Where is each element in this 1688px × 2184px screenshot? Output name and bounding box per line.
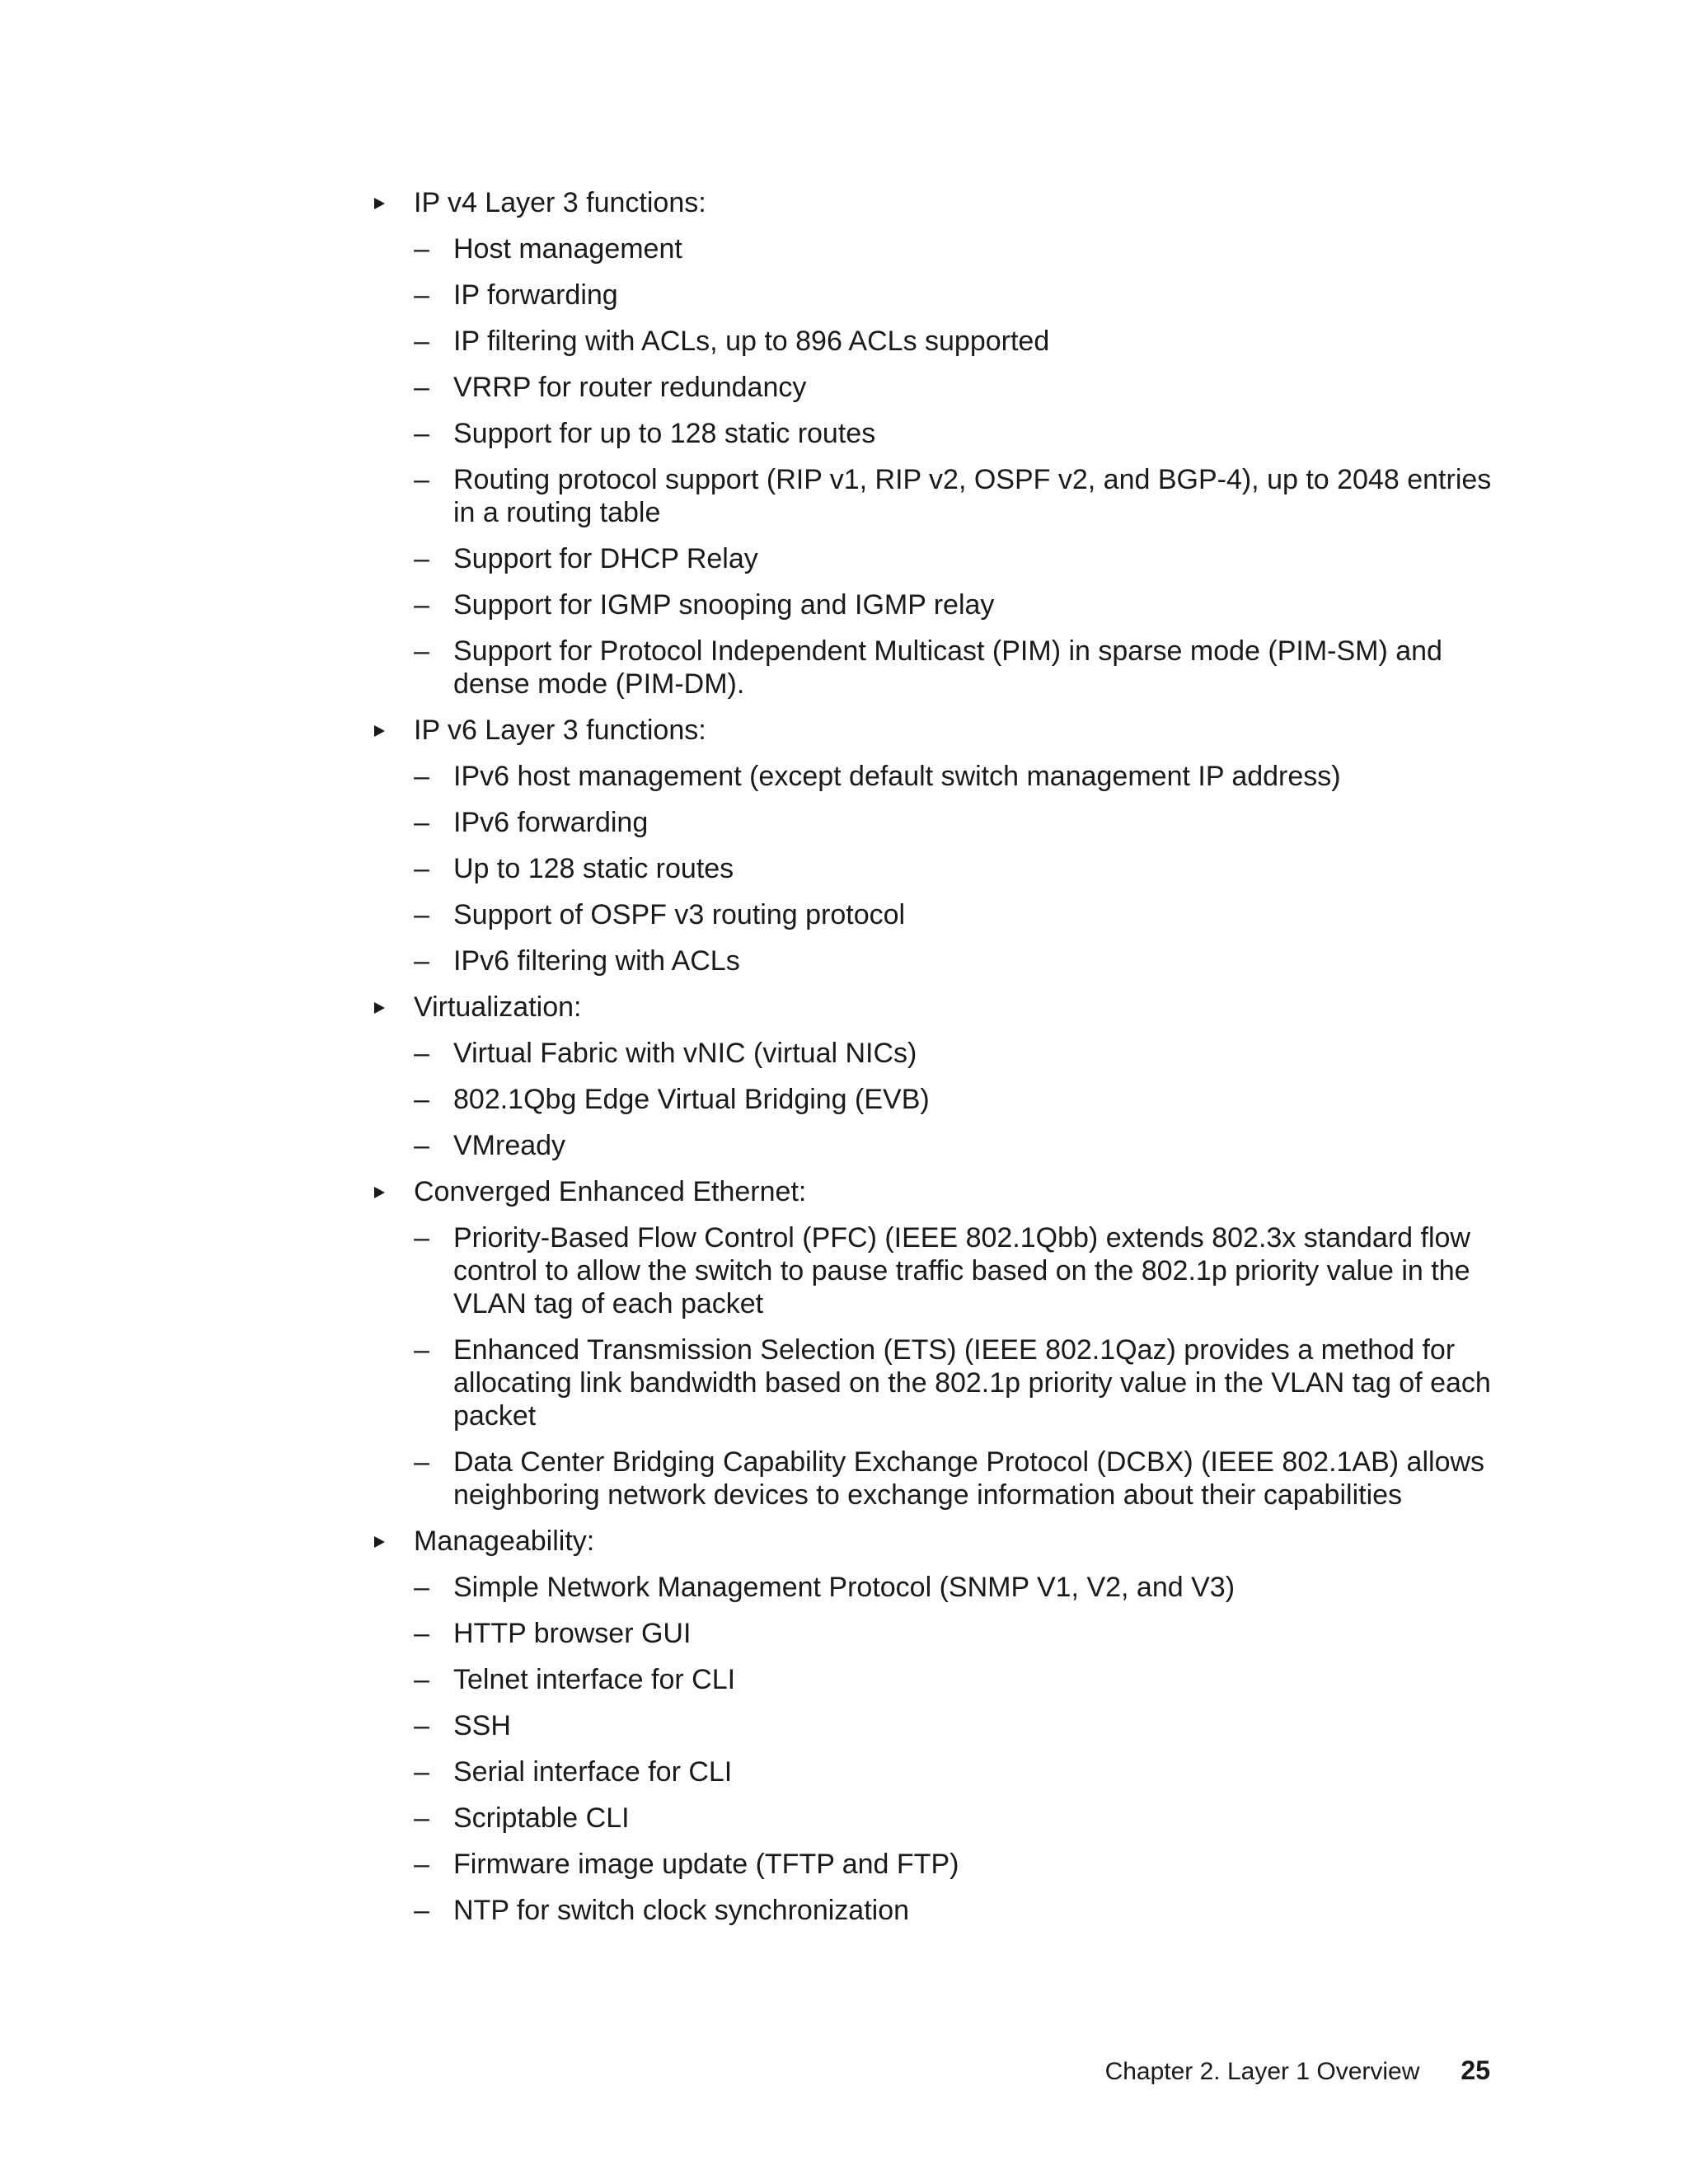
section-heading [371,1525,1500,1558]
section-heading [371,991,1500,1024]
triangle-bullet-icon [374,1002,385,1014]
list-item [371,944,1500,977]
dash-marker: – [414,418,429,449]
list-item [371,1083,1500,1116]
dash-marker: – [414,1895,429,1926]
list-item [371,588,1500,621]
list-item-text: VRRP for router redundancy [453,372,807,403]
list-item-text: Support for DHCP Relay [453,543,758,574]
dash-marker: – [414,326,429,357]
list-item-text: IPv6 forwarding [453,807,649,838]
list-item-text: Host management [453,233,682,265]
list-item-text: NTP for switch clock synchronization [453,1895,910,1926]
section-ipv4 [371,186,1500,701]
section-heading-text: IP v4 Layer 3 functions: [414,187,706,218]
page-footer [1105,2054,1490,2088]
dash-marker: – [414,1130,429,1161]
list-item [371,1755,1500,1788]
list-item [371,1663,1500,1696]
list-item [371,898,1500,931]
list-item [371,417,1500,450]
list-item [371,1221,1500,1320]
list-item-text: Support of OSPF v3 routing protocol [453,899,906,930]
list-item-text: Serial interface for CLI [453,1756,733,1788]
list-item [371,760,1500,793]
sub-list [371,1221,1500,1511]
list-item [371,1333,1500,1432]
list-item [371,1709,1500,1742]
list-item-text: SSH [453,1710,511,1741]
list-item [371,852,1500,885]
dash-marker: – [414,1222,429,1254]
list-item-text: Simple Network Management Protocol (SNMP V1, V2, and V3) [453,1572,1236,1603]
dash-marker: – [414,1084,429,1115]
section-heading-text: Virtualization: [414,991,582,1023]
section-heading-text: IP v6 Layer 3 functions: [414,715,706,746]
sub-list [371,760,1500,977]
list-item [371,542,1500,575]
list-item-text: Support for Protocol Independent Multicast (PIM) in sparse mode (PIM-SM) and dense mode (PIM-DM). [453,635,1442,700]
dash-marker: – [414,1572,429,1603]
dash-marker: – [414,1756,429,1788]
dash-marker: – [414,853,429,884]
dash-marker: – [414,635,429,667]
footer-chapter-title: Chapter 2. Layer 1 Overview [1104,2058,1420,2085]
sub-list [371,1571,1500,1927]
list-item [371,371,1500,404]
list-item-text: IPv6 host management (except default switch management IP address) [453,761,1341,792]
section-heading [371,1175,1500,1208]
dash-marker: – [414,899,429,930]
triangle-bullet-icon [374,1187,385,1198]
section-heading [371,714,1500,747]
list-item-text: Up to 128 static routes [453,853,734,884]
dash-marker: – [414,279,429,311]
list-item [371,1848,1500,1881]
list-item-text: Support for up to 128 static routes [453,418,876,449]
list-item-text: Enhanced Transmission Selection (ETS) (IEEE 802.1Qaz) provides a method for allocating link bandwidth based on the 802.1p priority value in the VLAN tag of each packet [453,1334,1491,1432]
section-ipv6 [371,714,1500,977]
dash-marker: – [414,807,429,838]
section-heading-text: Converged Enhanced Ethernet: [414,1176,807,1207]
dash-marker: – [414,464,429,495]
list-item-text: IP filtering with ACLs, up to 896 ACLs supported [453,326,1050,357]
section-converged-enhanced-ethernet [371,1175,1500,1511]
dash-marker: – [414,589,429,621]
document-body [371,186,1500,1940]
dash-marker: – [414,233,429,265]
list-item-text: Scriptable CLI [453,1802,630,1834]
list-item-text: Telnet interface for CLI [453,1664,736,1695]
list-item-text: VMready [453,1130,566,1161]
section-heading [371,186,1500,219]
list-item [371,635,1500,701]
list-item-text: Virtual Fabric with vNIC (virtual NICs) [453,1038,917,1069]
dash-marker: – [414,1664,429,1695]
section-virtualization [371,991,1500,1162]
list-item [371,1802,1500,1835]
triangle-bullet-icon [374,725,385,737]
dash-marker: – [414,1334,429,1366]
sub-list [371,232,1500,701]
list-item-text: Data Center Bridging Capability Exchange Protocol (DCBX) (IEEE 802.1AB) allows neighboring network devices to exchange information about their capabilities [453,1446,1485,1511]
list-item [371,1129,1500,1162]
section-manageability [371,1525,1500,1927]
sub-list [371,1037,1500,1162]
dash-marker: – [414,1849,429,1880]
dash-marker: – [414,543,429,574]
dash-marker: – [414,1446,429,1478]
list-item [371,463,1500,529]
list-item [371,1894,1500,1927]
list-item [371,1571,1500,1604]
list-item-text: Support for IGMP snooping and IGMP relay [453,589,995,621]
triangle-bullet-icon [374,198,385,209]
section-heading-text: Manageability: [414,1526,595,1557]
dash-marker: – [414,1710,429,1741]
dash-marker: – [414,1802,429,1834]
dash-marker: – [414,761,429,792]
list-item-text: Routing protocol support (RIP v1, RIP v2, OSPF v2, and BGP-4), up to 2048 entries in a routing table [453,464,1492,528]
list-item [371,279,1500,312]
triangle-bullet-icon [374,1536,385,1548]
dash-marker: – [414,1038,429,1069]
dash-marker: – [414,945,429,977]
list-item-text: Firmware image update (TFTP and FTP) [453,1849,959,1880]
list-item [371,232,1500,265]
dash-marker: – [414,1618,429,1649]
page-number: 25 [1461,2055,1490,2085]
list-item-text: Priority-Based Flow Control (PFC) (IEEE 802.1Qbb) extends 802.3x standard flow control to allow the switch to pause traffic based on the 802.1p priority value in the VLAN tag of each packet [453,1222,1470,1319]
list-item [371,1446,1500,1511]
list-item [371,1037,1500,1070]
list-item-text: IP forwarding [453,279,618,311]
list-item [371,1617,1500,1650]
list-item [371,806,1500,839]
list-item [371,325,1500,358]
dash-marker: – [414,372,429,403]
list-item-text: IPv6 filtering with ACLs [453,945,740,977]
list-item-text: HTTP browser GUI [453,1618,692,1649]
list-item-text: 802.1Qbg Edge Virtual Bridging (EVB) [453,1084,930,1115]
